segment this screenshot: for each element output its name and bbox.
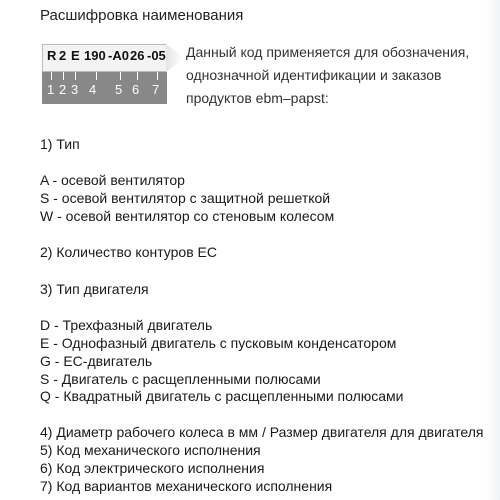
intro-line: Данный код применяется для обозначения, [186,44,470,60]
code-segment: 190 [84,48,106,63]
section-ec-title: 2) Количество контуров EC [40,244,217,260]
intro-line: продуктов ebm–papst: [186,90,329,106]
intro-paragraph [186,41,476,110]
list-item: S - Двигатель с расщепленными полюсами [40,371,321,387]
code-segment: E [71,48,80,63]
list-item: 5) Код механического исполнения [40,442,261,458]
code-tick [75,72,76,80]
section-type-title: 1) Тип [40,136,80,152]
code-tick [120,72,121,80]
list-item: W - осевой вентилятор со стеновым колесом [40,208,335,224]
intro-line: однозначной идентификации и заказов [186,67,442,83]
list-item: E - Однофазный двигатель с пусковым конденсатором [40,335,397,351]
code-tick [157,72,158,80]
page-title: Расшифровка наименования [40,7,244,24]
code-segment: -A0 [108,48,129,63]
code-arrow-shape [166,44,184,72]
list-item: Q - Квадратный двигатель с расщепленными полюсами [40,388,404,404]
list-item: 6) Код электрического исполнения [40,460,265,476]
code-position-number: 6 [132,82,140,97]
code-position-number: 7 [152,82,160,97]
code-tick [51,72,52,80]
code-tick [137,72,138,80]
code-position-number: 3 [71,82,79,97]
list-item: A - осевой вентилятор [40,172,185,188]
code-segment: R [47,48,57,63]
code-diagram [42,44,167,104]
code-position-number: 1 [47,82,55,97]
code-segment: 2 [59,48,67,63]
list-item: 4) Диаметр рабочего колеса в мм / Размер двигателя для двигателя [40,424,484,440]
code-position-number: 2 [59,82,67,97]
code-segment: -05 [147,48,166,63]
code-tick [63,72,64,80]
code-position-number: 4 [89,82,97,97]
list-item: D - Трехфазный двигатель [40,317,213,333]
code-segment: 26 [130,48,145,63]
code-position-number: 5 [115,82,123,97]
page-edge-shade [486,0,500,500]
code-tick [96,72,97,80]
list-item: G - EC-двигатель [40,353,153,369]
section-motor-title: 3) Тип двигателя [40,281,149,297]
list-item: S - осевой вентилятор с защитной решеткой [40,190,331,206]
list-item: 7) Код вариантов механического исполнения [40,478,333,494]
